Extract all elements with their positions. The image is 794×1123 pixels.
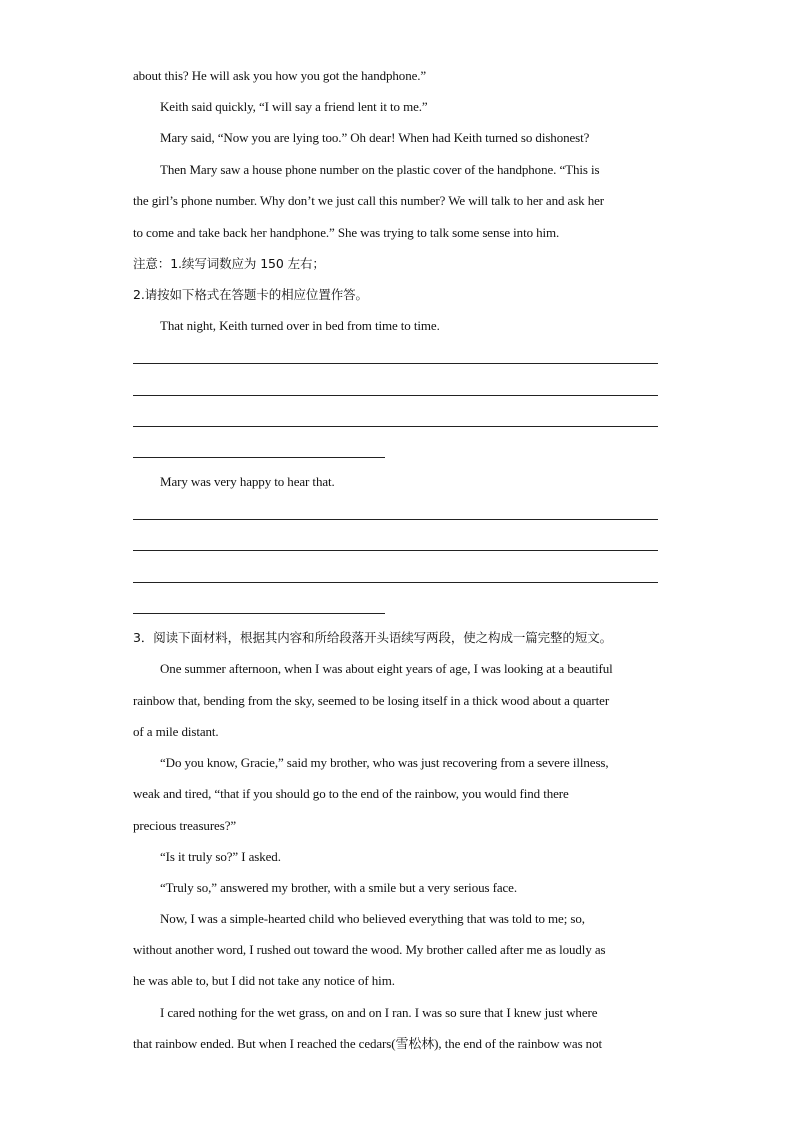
answer-line <box>133 395 658 396</box>
passage-line-2: Keith said quickly, “I will say a friend lent it to me.” <box>160 99 428 114</box>
note-format: 2.请按如下格式在答题卡的相应位置作答。 <box>133 287 368 302</box>
answer-line <box>133 550 658 551</box>
story-line-10: without another word, I rushed out toward the wood. My brother called after me as loudly as <box>133 942 606 957</box>
paragraph2-opening: Mary was very happy to hear that. <box>160 474 335 489</box>
answer-line <box>133 457 385 458</box>
answer-line <box>133 582 658 583</box>
answer-line <box>133 363 658 364</box>
answer-line <box>133 519 658 520</box>
passage-line-4: Then Mary saw a house phone number on the plastic cover of the handphone. “This is <box>160 162 600 177</box>
passage-line-3: Mary said, “Now you are lying too.” Oh dear! When had Keith turned so dishonest? <box>160 130 590 145</box>
story-line-13: that rainbow ended. But when I reached the cedars(雪松林), the end of the rainbow was not <box>133 1036 602 1051</box>
answer-line <box>133 613 385 614</box>
story-line-8: “Truly so,” answered my brother, with a smile but a very serious face. <box>160 880 517 895</box>
passage-line-5: the girl’s phone number. Why don’t we just call this number? We will talk to her and ask her <box>133 193 605 208</box>
story-line-4: “Do you know, Gracie,” said my brother, who was just recovering from a severe illness, <box>160 755 609 770</box>
story-line-1: One summer afternoon, when I was about eight years of age, I was looking at a beautiful <box>160 661 613 676</box>
answer-line <box>133 426 658 427</box>
passage-line-1: about this? He will ask you how you got the handphone.” <box>133 68 427 83</box>
story-line-6: precious treasures?” <box>133 818 237 833</box>
story-line-2: rainbow that, bending from the sky, seemed to be losing itself in a thick wood about a quarter <box>133 693 610 708</box>
story-line-5: weak and tired, “that if you should go to the end of the rainbow, you would find there <box>133 786 569 801</box>
note-word-count: 注意：1.续写词数应为 150 左右； <box>133 256 325 271</box>
paragraph1-opening: That night, Keith turned over in bed from time to time. <box>160 318 440 333</box>
question3-instruction: 3．阅读下面材料，根据其内容和所给段落开头语续写两段，使之构成一篇完整的短文。 <box>133 630 613 645</box>
story-line-9: Now, I was a simple-hearted child who believed everything that was told to me; so, <box>160 911 585 926</box>
story-line-3: of a mile distant. <box>133 724 219 739</box>
passage-line-6: to come and take back her handphone.” She was trying to talk some sense into him. <box>133 225 560 240</box>
story-line-7: “Is it truly so?” I asked. <box>160 849 281 864</box>
story-line-11: he was able to, but I did not take any notice of him. <box>133 973 395 988</box>
story-line-12: I cared nothing for the wet grass, on and on I ran. I was so sure that I knew just where <box>160 1005 598 1020</box>
